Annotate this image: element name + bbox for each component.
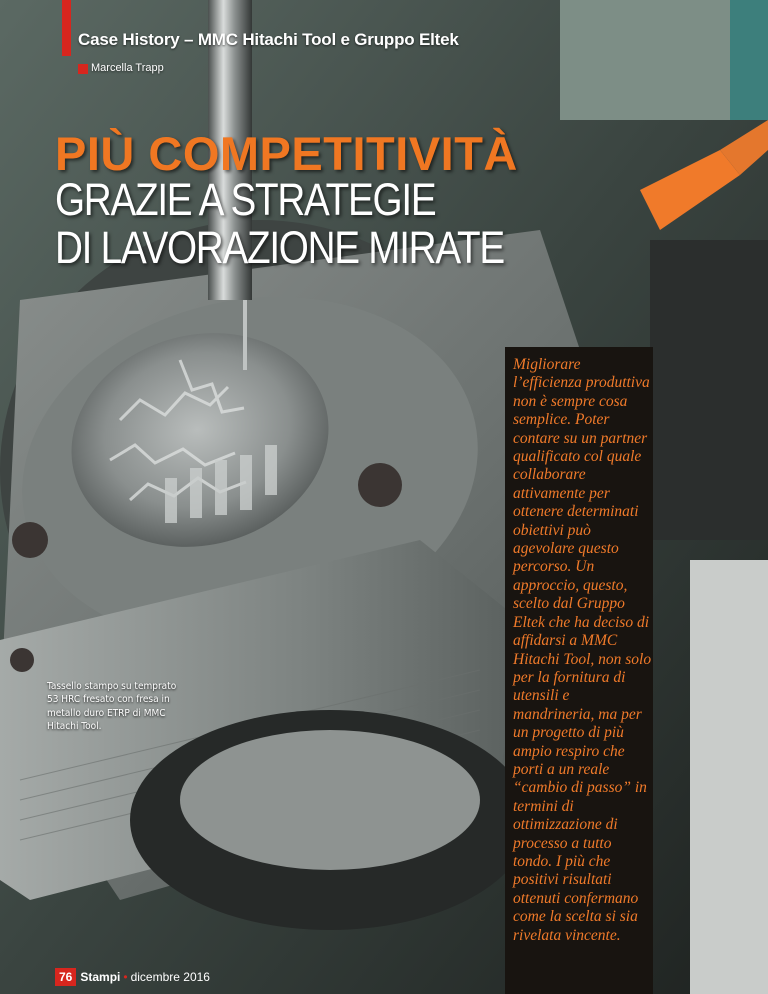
issue-date: dicembre 2016 [130,970,210,984]
section-label: Case History – MMC Hitachi Tool e Gruppo Eltek [78,30,459,49]
author-marker [78,64,88,74]
subheadline [55,176,504,272]
subheadline-line-2: DI LAVORAZIONE MIRATE [55,222,504,273]
headline: PIÙ COMPETITIVITÀ [55,127,518,180]
page-footer [55,967,210,987]
photo-caption: Tassello stampo su temprato 53 HRC fresato con fresa in metallo duro ETRP di MMC Hitachi Tool. [47,681,177,733]
subheadline-line-1: GRAZIE A STRATEGIE [55,174,436,225]
lead-paragraph: Migliorare l’efficienza produttiva non è sempre cosa semplice. Poter contare su un partner qualificato col quale collaborare attivamente per ottenere determinati obiettivi può agevolare questo percorso. Un approccio, questo, scelto dal Gruppo Eltek che ha deciso di affidarsi a MMC Hitachi Tool, non solo per la fornitura di utensili e mandrineria, ma per un progetto di più ampio respiro che porti a un reale “cambio di passo” in termini di ottimizzazione di processo a tutto tondo. I più che positivi risultati ottenuti confermano come la scelta si sia rivelata vincente. [513,356,652,944]
section-marker-bar [62,0,71,56]
page-number: 76 [55,968,76,986]
footer-separator: • [123,970,128,984]
author-name: Marcella Trapp [91,62,164,74]
magazine-name: Stampi [80,970,121,984]
